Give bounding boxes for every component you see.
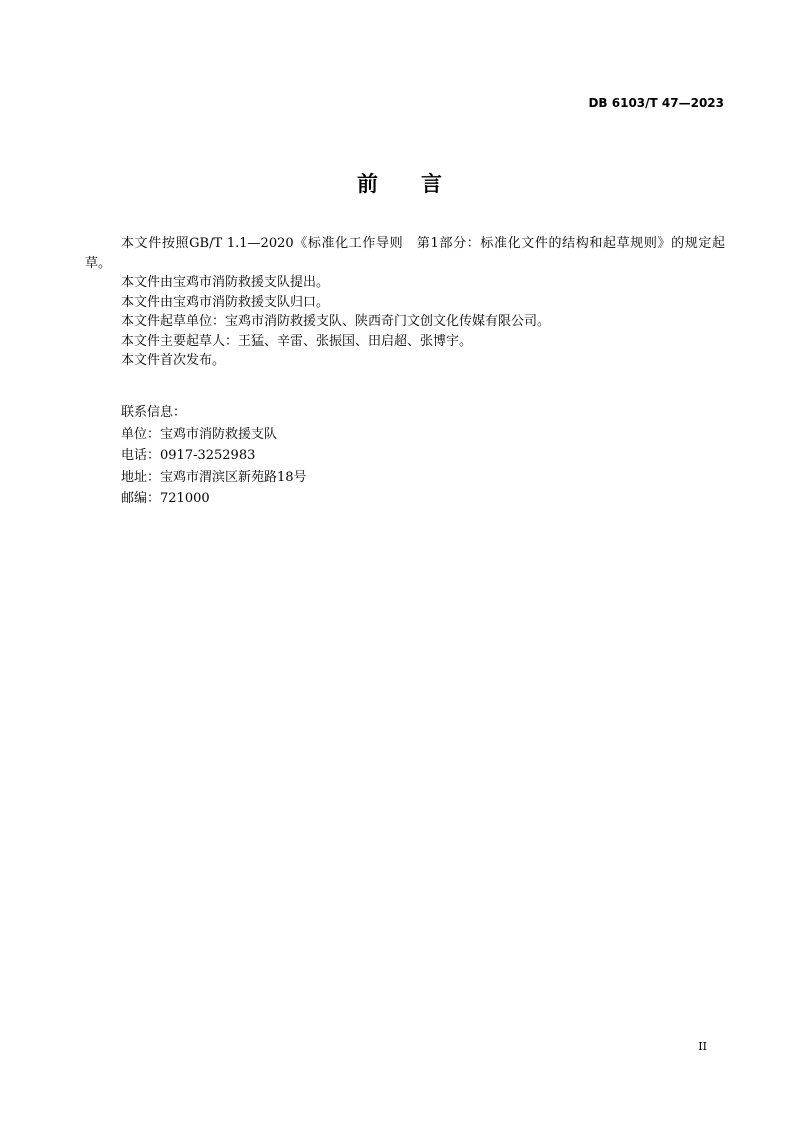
contact-info bbox=[121, 402, 307, 510]
paragraph-drafting-units: 本文件起草单位：宝鸡市消防救援支队、陕西奇门文创文化传媒有限公司。 bbox=[121, 314, 551, 329]
page-number: II bbox=[698, 1040, 707, 1053]
contact-address: 地址：宝鸡市渭滨区新苑路18号 bbox=[121, 469, 307, 485]
paragraph-proposed-by: 本文件由宝鸡市消防救援支队提出。 bbox=[121, 275, 330, 290]
title-char-1: 前 bbox=[357, 172, 379, 196]
paragraph-drafters: 本文件主要起草人：王猛、辛雷、张振国、田启超、张博宇。 bbox=[121, 333, 473, 349]
contact-postcode: 邮编：721000 bbox=[121, 491, 210, 506]
contact-heading: 联系信息： bbox=[121, 405, 187, 420]
title-char-2: 言 bbox=[421, 172, 443, 196]
contact-phone: 电话：0917-3252983 bbox=[121, 448, 256, 463]
document-code: DB 6103/T 47—2023 bbox=[588, 96, 724, 110]
paragraph-centralized-by: 本文件由宝鸡市消防救援支队归口。 bbox=[121, 294, 330, 310]
paragraph-first-release: 本文件首次发布。 bbox=[121, 353, 226, 368]
paragraph-drafting-basis: 本文件按照GB/T 1.1—2020《标准化工作导则 第1部分：标准化文件的结构和起草规则》的规定起草。 bbox=[85, 236, 725, 271]
page-title bbox=[0, 168, 800, 198]
foreword-body bbox=[85, 234, 725, 371]
contact-unit: 单位：宝鸡市消防救援支队 bbox=[121, 426, 278, 442]
